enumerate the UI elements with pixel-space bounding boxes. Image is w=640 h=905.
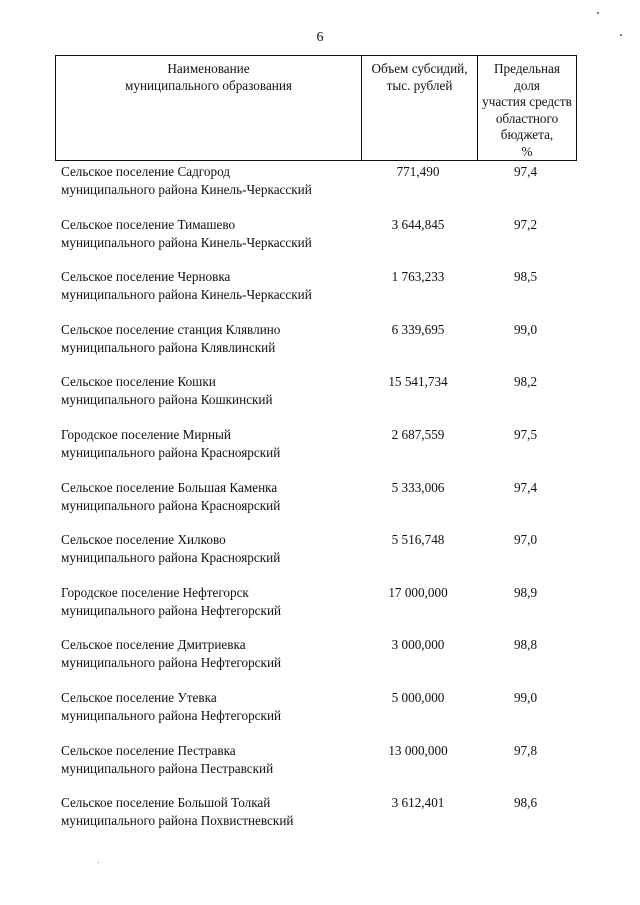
name-line: Городское поселение Мирный xyxy=(61,426,231,442)
budget-share: 99,0 xyxy=(513,321,538,337)
name-line: муниципального района Похвистневский xyxy=(61,813,294,829)
subsidy-volume: 5 333,006 xyxy=(391,479,445,495)
subsidy-volume: 5 516,748 xyxy=(391,532,445,548)
municipality-name xyxy=(61,321,361,357)
municipality-name xyxy=(61,426,361,462)
name-line: муниципального района Нефтегорский xyxy=(61,602,282,618)
municipality-name xyxy=(61,689,361,725)
header-text: тыс. рублей xyxy=(386,77,453,93)
name-line: Сельское поселение Большой Толкай xyxy=(61,795,271,811)
subsidy-volume: 1 763,233 xyxy=(391,269,445,285)
budget-share: 98,6 xyxy=(513,795,538,811)
municipality-name xyxy=(61,163,361,199)
table-row xyxy=(55,216,577,269)
subsidy-volume: 15 541,734 xyxy=(388,374,448,390)
scan-speck xyxy=(597,12,599,14)
header-text: Объем субсидий, xyxy=(371,61,468,76)
table-row xyxy=(55,373,577,426)
budget-share: 98,8 xyxy=(513,637,538,653)
subsidy-volume: 771,490 xyxy=(396,164,440,179)
name-line: муниципального района Клявлинский xyxy=(61,339,276,355)
budget-share: 99,0 xyxy=(513,689,538,705)
municipality-name xyxy=(61,636,361,672)
name-line: муниципального района Нефтегорский xyxy=(61,655,282,671)
header-text: муниципального образования xyxy=(125,77,292,93)
name-line: Сельское поселение Пестравка xyxy=(61,742,236,758)
header-share-column xyxy=(477,56,576,160)
header-text: Наименование xyxy=(167,61,250,76)
municipality-name xyxy=(61,584,361,620)
municipality-name xyxy=(61,742,361,778)
name-line: муниципального района Кинель-Черкасский xyxy=(61,234,312,250)
subsidy-volume: 3 644,845 xyxy=(391,216,445,232)
budget-share: 97,4 xyxy=(513,164,538,179)
budget-share: 98,9 xyxy=(513,584,538,600)
name-line: муниципального района Кинель-Черкасский xyxy=(61,287,312,303)
header-text: Предельная xyxy=(494,61,560,76)
header-name-column xyxy=(56,56,361,160)
table-body xyxy=(55,163,577,847)
subsidy-volume: 3 000,000 xyxy=(391,637,445,653)
budget-share: 97,5 xyxy=(513,426,538,442)
table-row xyxy=(55,426,577,479)
table-row xyxy=(55,163,577,216)
budget-share: 98,2 xyxy=(513,374,538,390)
municipality-name xyxy=(61,479,361,515)
municipality-name xyxy=(61,216,361,252)
subsidy-volume: 2 687,559 xyxy=(391,426,445,442)
page-number: 6 xyxy=(316,30,324,45)
name-line: Сельское поселение Утевка xyxy=(61,689,217,705)
table-row xyxy=(55,321,577,374)
municipality-name xyxy=(61,794,361,830)
table-header xyxy=(55,55,577,161)
table-row xyxy=(55,794,577,847)
subsidy-volume: 5 000,000 xyxy=(391,689,445,705)
name-line: Сельское поселение станция Клявлино xyxy=(61,321,281,337)
budget-share: 97,8 xyxy=(513,742,538,758)
name-line: муниципального района Нефтегорский xyxy=(61,707,282,723)
header-text: доля xyxy=(514,77,540,93)
table-row xyxy=(55,479,577,532)
table-row xyxy=(55,689,577,742)
name-line: Сельское поселение Черновка xyxy=(61,269,231,285)
table-row xyxy=(55,636,577,689)
subsidy-volume: 13 000,000 xyxy=(388,742,448,758)
table-row xyxy=(55,584,577,637)
name-line: муниципального района Красноярский xyxy=(61,550,281,566)
municipality-name xyxy=(61,531,361,567)
name-line: муниципального района Кинель-Черкасский xyxy=(61,182,312,197)
name-line: муниципального района Кошкинский xyxy=(61,392,273,408)
name-line: Сельское поселение Садгород xyxy=(61,164,230,179)
subsidy-volume: 6 339,695 xyxy=(391,321,445,337)
name-line: муниципального района Красноярский xyxy=(61,444,281,460)
municipality-name xyxy=(61,268,361,304)
budget-share: 97,0 xyxy=(513,532,538,548)
name-line: Городское поселение Нефтегорск xyxy=(61,584,249,600)
table-row xyxy=(55,531,577,584)
name-line: Сельское поселение Хилково xyxy=(61,532,226,548)
table-row xyxy=(55,742,577,795)
name-line: муниципального района Пестравский xyxy=(61,760,274,776)
subsidy-volume: 3 612,401 xyxy=(391,795,445,811)
name-line: Сельское поселение Дмитриевка xyxy=(61,637,246,653)
scan-speck xyxy=(620,34,622,36)
budget-share: 98,5 xyxy=(513,269,538,285)
header-text: % xyxy=(521,143,533,159)
budget-share: 97,2 xyxy=(513,216,538,232)
scan-speck xyxy=(98,862,99,863)
name-line: Сельское поселение Тимашево xyxy=(61,216,236,232)
name-line: Сельское поселение Большая Каменка xyxy=(61,479,278,495)
table-row xyxy=(55,268,577,321)
header-text: участия средств xyxy=(482,94,572,109)
name-line: муниципального района Красноярский xyxy=(61,497,281,513)
municipality-name xyxy=(61,373,361,409)
header-volume-column xyxy=(361,56,477,160)
name-line: Сельское поселение Кошки xyxy=(61,374,216,390)
header-text: областного xyxy=(495,110,559,126)
budget-share: 97,4 xyxy=(513,479,538,495)
subsidy-volume: 17 000,000 xyxy=(388,584,448,600)
header-text: бюджета, xyxy=(500,127,554,142)
